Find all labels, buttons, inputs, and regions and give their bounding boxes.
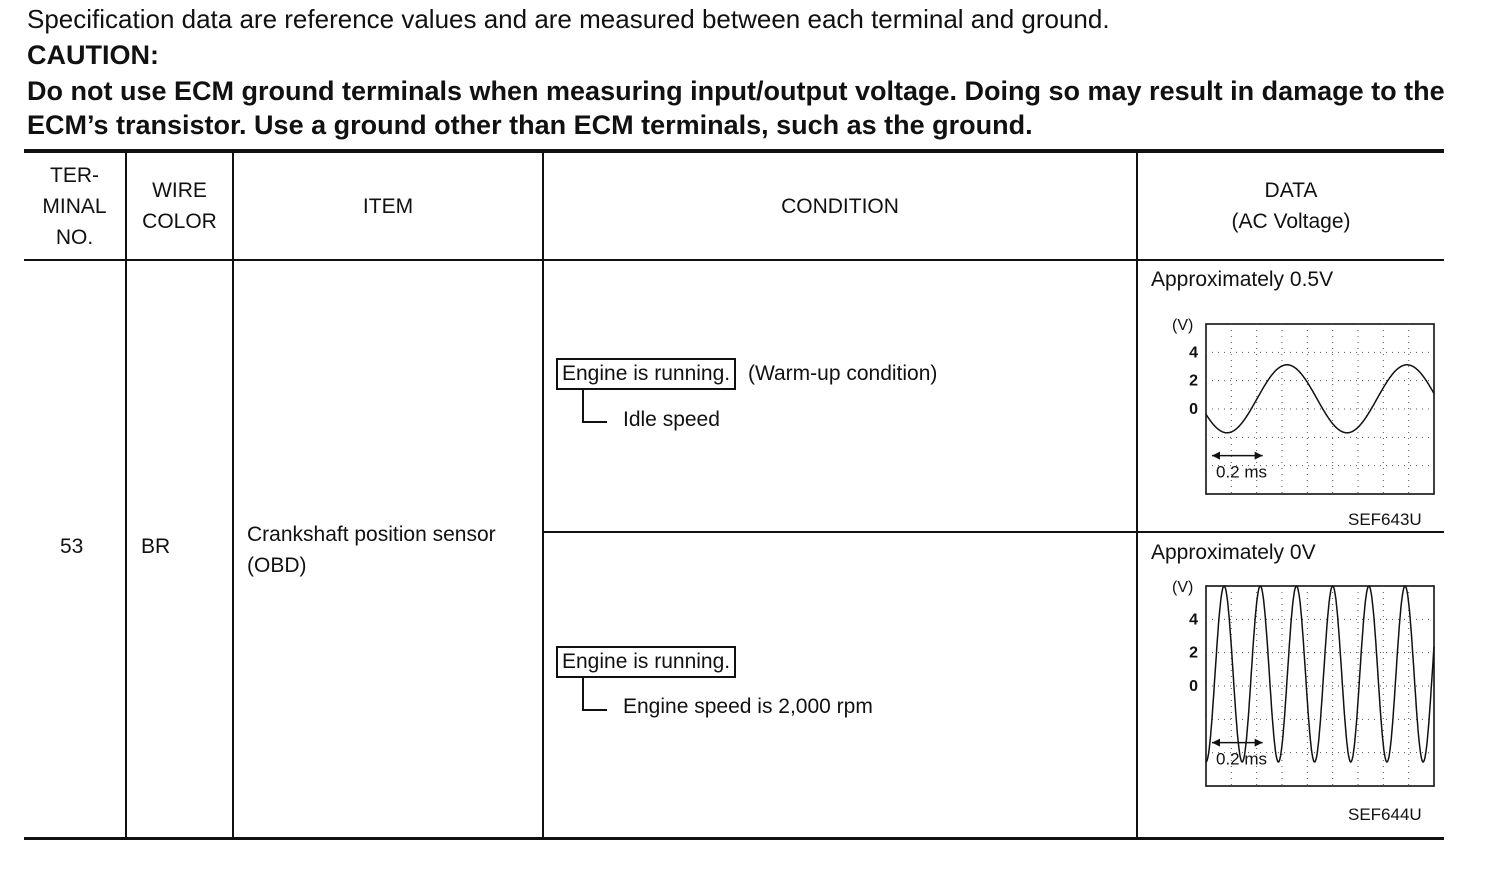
header-item (234, 153, 542, 259)
scope-y-tick-label: 2 (1189, 644, 1198, 662)
header-terminal (24, 153, 125, 259)
condition-2 (556, 646, 736, 678)
header-data (1138, 153, 1444, 259)
data-2-text: Approximately 0V (1151, 541, 1316, 564)
condition-1 (556, 358, 937, 390)
intro-text: Specification data are reference values and are measured between each terminal and ground. (27, 4, 1110, 34)
header-wire-color (127, 153, 232, 259)
scope-time-label: 0.2 ms (1216, 462, 1268, 482)
row-divider (542, 531, 1444, 533)
table-bottom-rule (24, 837, 1444, 840)
header-data-line: (AC Voltage) (1231, 210, 1351, 233)
header-condition (544, 153, 1136, 259)
scope-time-label: 0.2 ms (1216, 749, 1268, 769)
header-wire-line: WIRE (152, 179, 207, 202)
condition-2-connector (575, 676, 615, 716)
item-line: Crankshaft position sensor (247, 523, 496, 546)
scope-waveform-trace (1206, 586, 1434, 762)
caution-heading: CAUTION: (27, 40, 159, 70)
data-1-text: Approximately 0.5V (1151, 268, 1334, 291)
header-terminal-line: NO. (55, 225, 94, 249)
condition-1-boxed: Engine is running. (556, 358, 736, 390)
header-condition-label: CONDITION (781, 194, 899, 218)
scope-waveform-trace (1206, 365, 1434, 433)
scope-y-tick-label: 2 (1189, 372, 1198, 390)
scope-unit-label: (V) (1172, 579, 1194, 596)
scope-y-tick-label: 0 (1189, 678, 1198, 695)
condition-1-connector (575, 388, 615, 428)
condition-2-sub: Engine speed is 2,000 rpm (623, 695, 873, 718)
scope-y-tick-label: 4 (1189, 611, 1198, 629)
caution-body: Do not use ECM ground terminals when measuring input/output voltage. Doing so may result in damage to the ECM’s transistor. Use a ground other than ECM terminals, such as the ground. (27, 76, 1445, 140)
figure-id-1: SEF643U (1348, 510, 1422, 529)
scope-y-tick-label: 0 (1189, 401, 1198, 418)
header-item-label: ITEM (362, 194, 414, 218)
item-name (247, 519, 496, 581)
wire-color: BR (141, 535, 171, 558)
oscilloscope-waveform-1 (1166, 310, 1438, 502)
header-data-line: DATA (1264, 179, 1318, 202)
header-wire-line: COLOR (142, 210, 217, 233)
header-terminal-line: TER- (50, 163, 99, 187)
scope-y-tick-label: 4 (1189, 344, 1198, 362)
header-terminal-line: MINAL (42, 194, 107, 218)
condition-1-sub: Idle speed (623, 408, 720, 431)
condition-2-boxed: Engine is running. (556, 646, 736, 678)
oscilloscope-waveform-2 (1166, 572, 1438, 794)
item-line: (OBD) (247, 554, 307, 577)
scope-unit-label: (V) (1172, 317, 1194, 334)
header-divider (24, 259, 1444, 261)
figure-id-2: SEF644U (1348, 805, 1422, 824)
terminal-number: 53 (60, 535, 84, 558)
condition-1-suffix: (Warm-up condition) (747, 362, 938, 385)
